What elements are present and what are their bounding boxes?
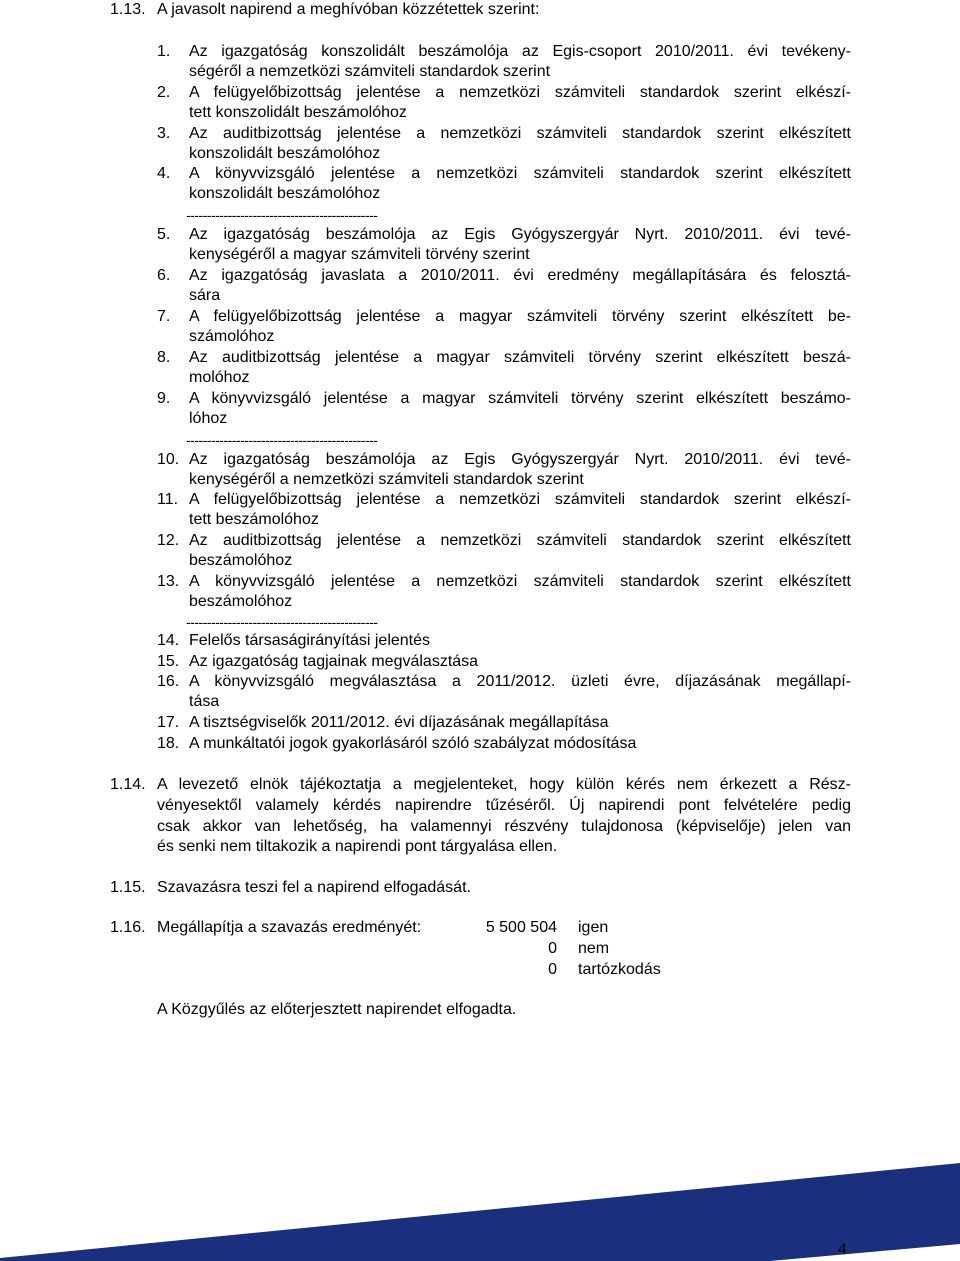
section-1-14-line: csak akkor van lehetőség, ha valamennyi részvény tulajdonosa (képviselője) jelen van (157, 818, 851, 835)
agenda-number: 18. (157, 735, 180, 752)
agenda-item-text-cont: molóhoz (189, 369, 250, 386)
agenda-number: 10. (157, 451, 180, 468)
agenda-number: 1. (157, 43, 171, 60)
agenda-item-text-cont: ségéről a nemzetközi számviteli standardok szerint (189, 63, 551, 80)
agenda-item-text: A felügyelőbizottság jelentése a nemzetközi számviteli standardok szerint elkészí- (189, 84, 851, 101)
vote-count-yes: 5 500 504 (485, 919, 557, 936)
conclusion-text: A Közgyűlés az előterjesztett napirendet elfogadta. (157, 1001, 517, 1018)
agenda-item-text: Az igazgatóság javaslata a 2010/2011. évi eredmény megállapítására és felosztá- (189, 267, 851, 284)
agenda-item-text-cont: konszolidált beszámolóhoz (189, 185, 381, 202)
agenda-item-text-cont: lóhoz (189, 410, 228, 427)
separator-dashes: ---------------------------------------------- (186, 614, 378, 630)
agenda-item-text-cont: tett beszámolóhoz (189, 511, 319, 528)
separator-dashes: ---------------------------------------------- (186, 207, 378, 223)
agenda-item-text: A könyvvizsgáló jelentése a nemzetközi számviteli standardok szerint elkészített (189, 573, 851, 590)
agenda-number: 12. (157, 532, 180, 549)
agenda-item-text-cont: tett konszolidált beszámolóhoz (189, 104, 407, 121)
agenda-item-text-cont: kenységéről a nemzetközi számviteli standardok szerint (189, 471, 584, 488)
agenda-number: 7. (157, 308, 171, 325)
section-1-15-text: Szavazásra teszi fel a napirend elfogadását. (157, 879, 471, 896)
agenda-number: 8. (157, 349, 171, 366)
section-1-15-number: 1.15. (110, 879, 146, 896)
vote-count-no: 0 (548, 940, 557, 957)
vote-label-abstain: tartózkodás (578, 961, 661, 978)
agenda-item-text: Az auditbizottság jelentése a magyar számviteli törvény szerint elkészített beszá- (189, 349, 851, 366)
agenda-item-text: A tisztségviselők 2011/2012. évi díjazásának megállapítása (189, 714, 609, 731)
agenda-item-text: A felügyelőbizottság jelentése a nemzetközi számviteli standardok szerint elkészí- (189, 491, 851, 508)
section-1-14-line: és senki nem tiltakozik a napirendi pont tárgyalása ellen. (157, 838, 558, 855)
agenda-number: 4. (157, 165, 171, 182)
agenda-number: 5. (157, 226, 171, 243)
agenda-number: 15. (157, 653, 180, 670)
agenda-item-text: Az igazgatóság konszolidált beszámolója az Egis-csoport 2010/2011. évi tevékeny- (189, 43, 851, 60)
footer-blue-band (0, 1163, 960, 1261)
agenda-item-text: A felügyelőbizottság jelentése a magyar számviteli törvény szerint elkészített be- (189, 308, 851, 325)
agenda-number: 11. (157, 491, 179, 508)
agenda-item-text: A munkáltatói jogok gyakorlásáról szóló szabályzat módosítása (189, 735, 637, 752)
section-1-13-number: 1.13. (110, 1, 146, 18)
agenda-number: 13. (157, 573, 180, 590)
agenda-item-text-cont: kenységéről a magyar számviteli törvény szerint (189, 246, 530, 263)
vote-count-abstain: 0 (548, 961, 557, 978)
agenda-number: 3. (157, 125, 171, 142)
agenda-item-text: Felelős társaságirányítási jelentés (189, 632, 431, 649)
separator-dashes: ---------------------------------------------- (186, 432, 378, 448)
agenda-number: 6. (157, 267, 171, 284)
agenda-item-text: Az igazgatóság beszámolója az Egis Gyógyszergyár Nyrt. 2010/2011. évi tevé- (189, 226, 851, 243)
agenda-item-text: Az igazgatóság beszámolója az Egis Gyógyszergyár Nyrt. 2010/2011. évi tevé- (189, 451, 851, 468)
agenda-item-text-cont: sára (189, 287, 221, 304)
section-1-14-line: vényesektől valamely kérdés napirendre tűzéséről. Új napirendi pont felvételére pedig (157, 797, 851, 814)
vote-label-yes: igen (578, 919, 609, 936)
agenda-number: 16. (157, 673, 180, 690)
section-1-16-number: 1.16. (110, 919, 146, 936)
agenda-number: 9. (157, 390, 171, 407)
agenda-item-text: A könyvvizsgáló megválasztása a 2011/2012. üzleti évre, díjazásának megállapí- (189, 673, 851, 690)
agenda-item-text-cont: beszámolóhoz (189, 552, 293, 569)
agenda-number: 2. (157, 84, 171, 101)
agenda-item-text: Az igazgatóság tagjainak megválasztása (189, 653, 479, 670)
vote-label-no: nem (578, 940, 610, 957)
agenda-item-text: Az auditbizottság jelentése a nemzetközi számviteli standardok szerint elkészített (189, 125, 851, 142)
agenda-item-text: Az auditbizottság jelentése a nemzetközi számviteli standardok szerint elkészített (189, 532, 851, 549)
agenda-item-text-cont: tása (189, 693, 220, 710)
page-number: 4 (838, 1239, 847, 1258)
vote-result-label: Megállapítja a szavazás eredményét: (157, 919, 422, 936)
agenda-item-text-cont: beszámolóhoz (189, 593, 293, 610)
section-1-13-intro: A javasolt napirend a meghívóban közzétettek szerint: (157, 1, 540, 18)
agenda-item-text: A könyvvizsgáló jelentése a nemzetközi számviteli standardok szerint elkészített (189, 165, 851, 182)
agenda-item-text-cont: számolóhoz (189, 328, 275, 345)
agenda-number: 17. (157, 714, 180, 731)
agenda-number: 14. (157, 632, 180, 649)
agenda-item-text-cont: konszolidált beszámolóhoz (189, 145, 381, 162)
agenda-item-text: A könyvvizsgáló jelentése a magyar számviteli törvény szerint elkészített beszámo- (189, 390, 851, 407)
section-1-14-line: A levezető elnök tájékoztatja a megjelenteket, hogy külön kérés nem érkezett a Rész- (157, 776, 851, 793)
section-1-14-number: 1.14. (110, 776, 146, 793)
